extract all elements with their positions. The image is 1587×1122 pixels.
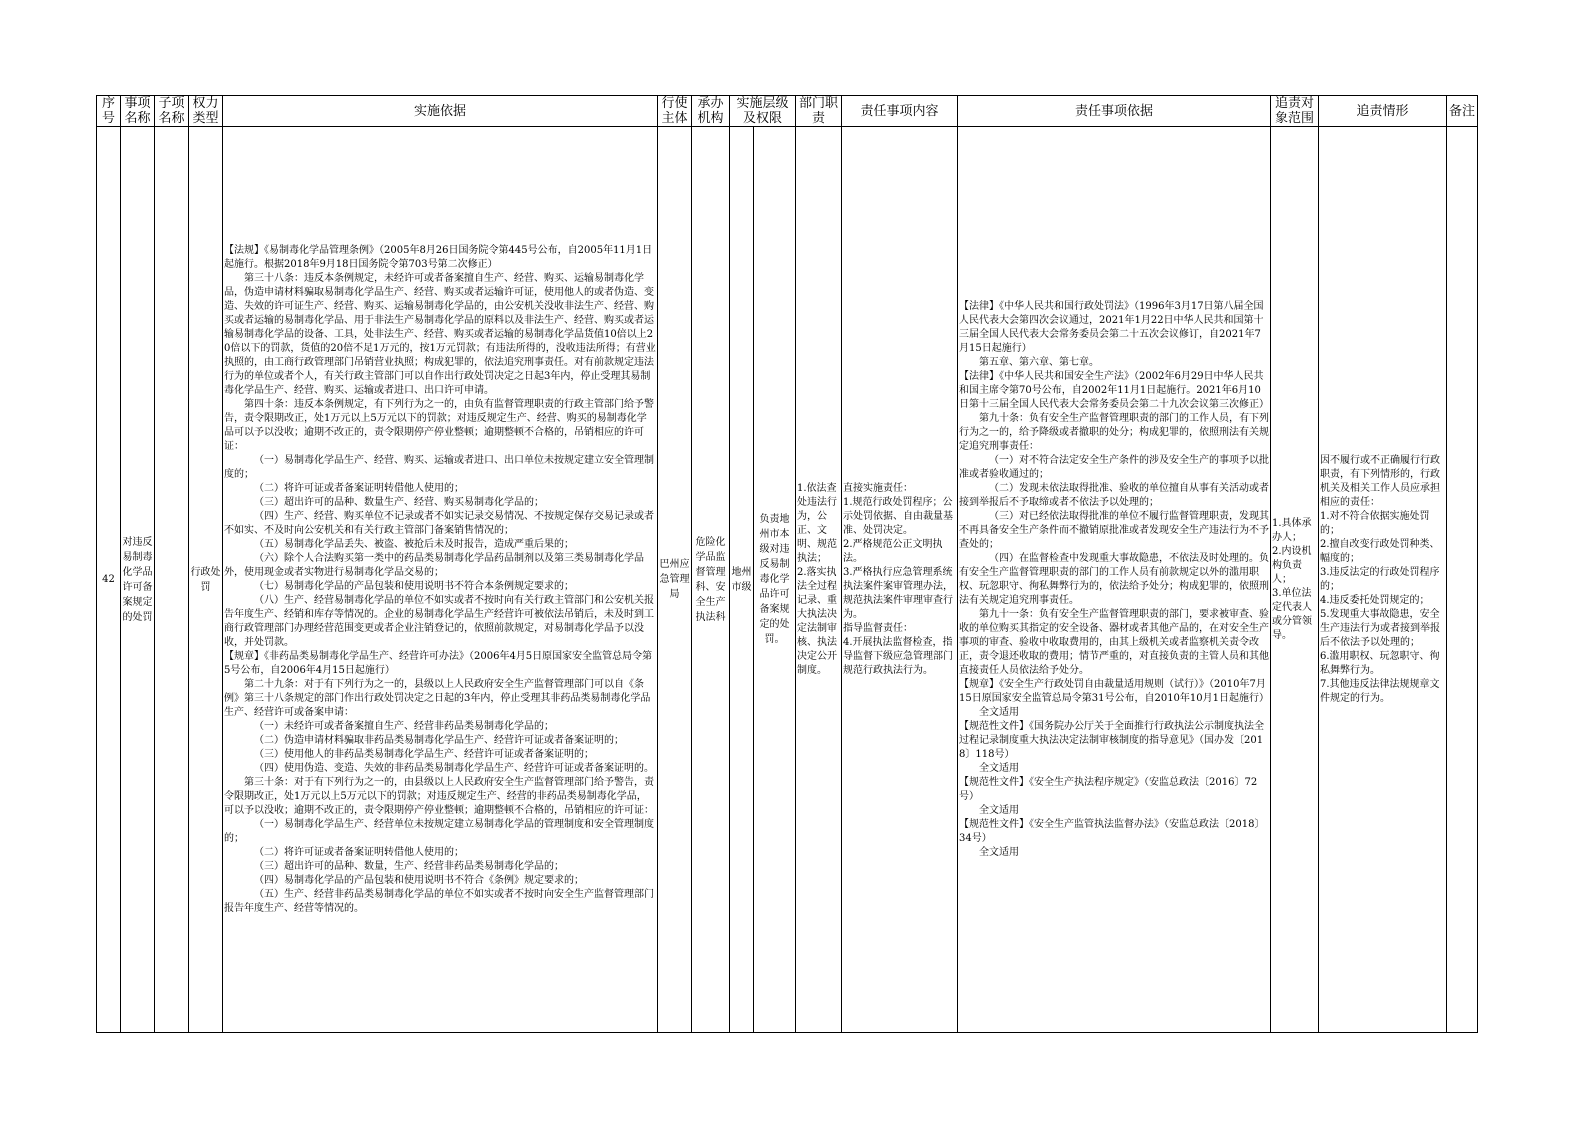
cell-subitem-name — [155, 127, 189, 1033]
basis-paragraph: （二）伪造申请材料骗取非药品类易制毒化学品生产、经营许可证或者备案证明的； — [254, 734, 624, 746]
basis-paragraph: 第三十八条：违反本条例规定，未经许可或者备案擅自生产、经营、购买、运输易制毒化学品，伪造申请材料骗取易制毒化学品生产、经营、购买或者运输许可证，使用他人的或者伪造、变造、失效的许可证生产、经营、购买、运输易制毒化学品的，由公安机关没收非法生产、经营、购买或者运输的易制毒化学品、用于非法生产易制毒化学品的原料以及非法生产、经营、购买或者运输易制毒化学品的设备、工具，处非法生产、经营、购买或者运输的易制毒化学品货值10倍以上20倍以下的罚款，货值的20倍不足1万元的，按1万元罚款；有违法所得的，没收违法所得；有营业执照的，由工商行政管理部门吊销营业执照；构成犯罪的，依法追究刑事责任。对有前款规定违法行为的单位或者个人，有关行政主管部门可以自作出行政处罚决定之日起3年内，停止受理其易制毒化学品生产、经营、购买、运输或者进口、出口许可申请。 — [224, 272, 656, 396]
circumstance-line: 因不履行或不正确履行行政职责，有下列情形的，行政机关及相关工作人员应承担相应的责任： — [1320, 454, 1441, 508]
resp-basis-paragraph: （一）对不符合法定安全生产条件的涉及安全生产的事项予以批准或者验收通过的； — [959, 454, 1270, 480]
cell-remark — [1447, 127, 1478, 1033]
resp-basis-paragraph: （三）对已经依法取得批准的单位不履行监督管理职责，发现其不再具备安全生产条件而不撤销原批准或者发现安全生产违法行为不予查处的； — [959, 510, 1270, 550]
resp-basis-paragraph: 【规范性文件】《安全生产监管执法监督办法》（安监总政法〔2018〕34号） — [959, 818, 1265, 844]
resp-basis-paragraph: 第九十条：负有安全生产监督管理职责的部门的工作人员，有下列行为之一的，给予降级或者撤职的处分；构成犯罪的，依照刑法有关规定追究刑事责任： — [959, 412, 1270, 452]
resp-basis-paragraph: 【规范性文件】《国务院办公厅关于全面推行行政执法公示制度执法全过程记录制度重大执法决定法制审核制度的指导意见》（国办发〔2018〕118号） — [959, 720, 1265, 760]
header-row — [97, 96, 1478, 127]
circumstance-line: 6.滥用职权、玩忽职守、徇私舞弊行为。 — [1320, 650, 1440, 676]
basis-text — [224, 244, 656, 916]
resp-basis-paragraph: 第五章、第六章、第七章。 — [979, 356, 1100, 368]
header-subitem-name: 子项名称 — [155, 96, 189, 127]
header-level: 实施层级及权限 — [730, 96, 796, 127]
resp-basis-paragraph: 全文适用 — [979, 846, 1020, 858]
resp-basis-paragraph: 【法律】《中华人民共和国行政处罚法》（1996年3月17日第八届全国人民代表大会第四次会议通过，2021年1月22日中华人民共和国第十三届全国人民代表大会常务委员会第二十五次会议修订，自2021年7月15日起施行） — [959, 300, 1264, 354]
circumstance-line: 7.其他违反法律法规规章文件规定的行为。 — [1320, 678, 1440, 704]
resp-line: 2.严格规范公正文明执法。 — [843, 538, 943, 564]
resp-basis-paragraph: 【规章】《安全生产行政处罚自由裁量适用规则（试行）》（2010年7月15日原国家安全监管总局令第31号公布，自2010年10月1日起施行） — [959, 678, 1270, 704]
header-subject: 行使主体 — [658, 96, 692, 127]
header-seq: 序号 — [97, 96, 121, 127]
resp-line: 直接实施责任： — [843, 482, 914, 494]
basis-paragraph: （六）除个人合法购买第一类中的药品类易制毒化学品药品制剂以及第三类易制毒化学品外，使用现金或者实物进行易制毒化学品交易的； — [224, 552, 644, 578]
resp-line: 指导监督责任： — [843, 622, 914, 634]
resp-basis-text — [959, 300, 1269, 860]
scope-line: 1.具体承办人； — [1272, 517, 1312, 543]
basis-paragraph: （一）易制毒化学品生产、经营、购买、运输或者进口、出口单位未按规定建立安全管理制度的； — [224, 454, 654, 480]
resp-line: 4.开展执法监督检查，指导监督下级应急管理部门规范行政执法行为。 — [843, 636, 954, 676]
basis-paragraph: （三）超出许可的品种、数量，生产、经营非药品类易制毒化学品的； — [254, 860, 564, 872]
basis-paragraph: （八）生产、经营易制毒化学品的单位不如实或者不按时向有关行政主管部门和公安机关报告年度生产、经销和库存等情况的。企业的易制毒化学品生产经营许可被依法吊销后，未及时到工商行政管理部门办理经营范围变更或者企业注销登记的，依照前款规定，对易制毒化学品予以没收，并处罚款。 — [224, 594, 654, 648]
basis-paragraph: 【规章】《非药品类易制毒化学品生产、经营许可办法》（2006年4月5日原国家安全监管总局令第5号公布，自2006年4月15日起施行） — [224, 650, 653, 676]
resp-line: 3.严格执行应急管理系统执法案件案审管理办法，规范执法案件审理审查行为。 — [843, 566, 954, 620]
header-resp-basis: 责任事项依据 — [958, 96, 1271, 127]
cell-level-a: 地州市级 — [730, 127, 754, 1033]
basis-paragraph: （二）将许可证或者备案证明转借他人使用的； — [254, 482, 464, 494]
resp-basis-paragraph: 全文适用 — [979, 804, 1020, 816]
resp-basis-paragraph: 全文适用 — [979, 762, 1020, 774]
basis-paragraph: （七）易制毒化学品的产品包装和使用说明书不符合本条例规定要求的； — [254, 580, 574, 592]
header-resp: 责任事项内容 — [842, 96, 958, 127]
resp-basis-paragraph: 全文适用 — [979, 706, 1020, 718]
circumstance-line: 4.违反委托处罚规定的； — [1320, 594, 1430, 606]
basis-paragraph: 第三十条：对于有下列行为之一的，由县级以上人民政府安全生产监督管理部门给予警告，责令限期改正，处1万元以上5万元以下的罚款；对违反规定生产、经营的非药品类易制毒化学品，可以予以没收；逾期不改正的，责令限期停产停业整顿；逾期整顿不合格的，吊销相应的许可证： — [224, 776, 654, 816]
basis-paragraph: （五）生产、经营非药品类易制毒化学品的单位不如实或者不按时向安全生产监督管理部门报告年度生产、经营等情况的。 — [224, 888, 654, 914]
basis-paragraph: 第二十九条：对于有下列行为之一的，县级以上人民政府安全生产监督管理部门可以自《条例》第三十八条规定的部门作出行政处罚决定之日起的3年内，停止受理其非药品类易制毒化学品生产、经营许可或备案申请： — [224, 678, 651, 718]
circumstance-line: 3.违反法定的行政处罚程序的； — [1320, 566, 1440, 592]
resp-basis-paragraph: 【法律】《中华人民共和国安全生产法》（2002年6月29日中华人民共和国主席令第70号公布，自2002年11月1日起施行。2021年6月10日第十三届全国人民代表大会常务委员会第二十九次会议第三次修正） — [959, 370, 1270, 410]
duty-line: 2.落实执法全过程记录、重大执法决定法制审核、执法决定公开制度。 — [797, 566, 838, 676]
basis-paragraph: （一）易制毒化学品生产、经营单位未按规定建立易制毒化学品的管理制度和安全管理制度的； — [224, 818, 654, 844]
header-circumstance: 追责情形 — [1319, 96, 1447, 127]
scope-line: 3.单位法定代表人或分管领导。 — [1272, 587, 1313, 641]
basis-paragraph: （一）未经许可或者备案擅自生产、经营非药品类易制毒化学品的； — [254, 720, 554, 732]
header-power-type: 权力类型 — [189, 96, 223, 127]
basis-paragraph: （五）易制毒化学品丢失、被盗、被抢后未及时报告，造成严重后果的； — [254, 538, 574, 550]
table-row — [97, 127, 1478, 1033]
basis-paragraph: （四）生产、经营、购买单位不记录或者不如实记录交易情况、不按规定保存交易记录或者不如实、不及时向公安机关和有关行政主管部门备案销售情况的； — [224, 510, 654, 536]
cell-level-b: 负责地州市本级对违反易制毒化学品许可备案规定的处罚。 — [754, 127, 796, 1033]
basis-paragraph: （四）使用伪造、变造、失效的非药品类易制毒化学品生产、经营许可证或者备案证明的。 — [254, 762, 654, 774]
resp-basis-paragraph: （二）发现未依法取得批准、验收的单位擅自从事有关活动或者接到举报后不予取缔或者不依法予以处理的； — [959, 482, 1270, 508]
basis-paragraph: 【法规】《易制毒化学品管理条例》（2005年8月26日国务院令第445号公布，自2005年11月1日起施行。根据2018年9月18日国务院令第703号第二次修正） — [224, 244, 653, 270]
header-org: 承办机构 — [692, 96, 730, 127]
header-scope: 追责对象范围 — [1271, 96, 1319, 127]
resp-basis-paragraph: 第九十一条：负有安全生产监督管理职责的部门，要求被审查、验收的单位购买其指定的安全设备、器材或者其他产品的，在对安全生产事项的审查、验收中收取费用的，由其上级机关或者监察机关责令改正，责令退还收取的费用；情节严重的，对直接负责的主管人员和其他直接责任人员依法给予处分。 — [959, 608, 1270, 676]
cell-item-name: 对违反易制毒化学品许可备案规定的处罚 — [121, 127, 155, 1033]
scope-line: 2.内设机构负责人； — [1272, 545, 1312, 585]
header-item-name: 事项名称 — [121, 96, 155, 127]
basis-paragraph: 第四十条：违反本条例规定，有下列行为之一的，由负有监督管理职责的行政主管部门给予警告，责令限期改正，处1万元以上5万元以下的罚款；对违反规定生产、经营、购买的易制毒化学品可以予以没收；逾期不改正的，责令限期停产停业整顿；逾期整顿不合格的，吊销相应的许可证： — [224, 398, 654, 452]
header-remark: 备注 — [1447, 96, 1478, 127]
cell-basis — [223, 127, 658, 1033]
resp-basis-paragraph: （四）在监督检查中发现重大事故隐患，不依法及时处理的。负有安全生产监督管理职责的部门的工作人员有前款规定以外的滥用职权、玩忽职守、徇私舞弊行为的，依法给予处分；构成犯罪的，依照刑法有关规定追究刑事责任。 — [959, 552, 1270, 606]
cell-org: 危险化学品监督管理科、安全生产执法科 — [692, 127, 730, 1033]
cell-duty — [796, 127, 842, 1033]
resp-line: 1.规范行政处罚程序；公示处罚依据、自由裁量基准、处罚决定。 — [843, 496, 954, 536]
duty-line: 1.依法查处违法行为，公正、文明、规范执法； — [797, 482, 838, 564]
cell-power-type: 行政处罚 — [189, 127, 223, 1033]
cell-circumstance — [1319, 127, 1447, 1033]
cell-scope — [1271, 127, 1319, 1033]
circumstance-line: 2.擅自改变行政处罚种类、幅度的； — [1320, 538, 1440, 564]
cell-seq: 42 — [97, 127, 121, 1033]
basis-paragraph: （四）易制毒化学品的产品包装和使用说明书不符合《条例》规定要求的； — [254, 874, 584, 886]
circumstance-line: 5.发现重大事故隐患，安全生产违法行为或者接到举报后不依法予以处理的； — [1320, 608, 1441, 648]
responsibility-table — [96, 95, 1478, 1033]
cell-resp — [842, 127, 958, 1033]
header-basis: 实施依据 — [223, 96, 658, 127]
basis-paragraph: （三）使用他人的非药品类易制毒化学品生产、经营许可证或者备案证明的； — [254, 748, 594, 760]
cell-resp-basis — [958, 127, 1271, 1033]
resp-basis-paragraph: 【规范性文件】《安全生产执法程序规定》（安监总政法〔2016〕72号） — [959, 776, 1258, 802]
header-duty: 部门职责 — [796, 96, 842, 127]
basis-paragraph: （二）将许可证或者备案证明转借他人使用的； — [254, 846, 464, 858]
cell-subject: 巴州应急管理局 — [658, 127, 692, 1033]
circumstance-line: 1.对不符合依据实施处罚的； — [1320, 510, 1430, 536]
basis-paragraph: （三）超出许可的品种、数量生产、经营、购买易制毒化学品的； — [254, 496, 544, 508]
